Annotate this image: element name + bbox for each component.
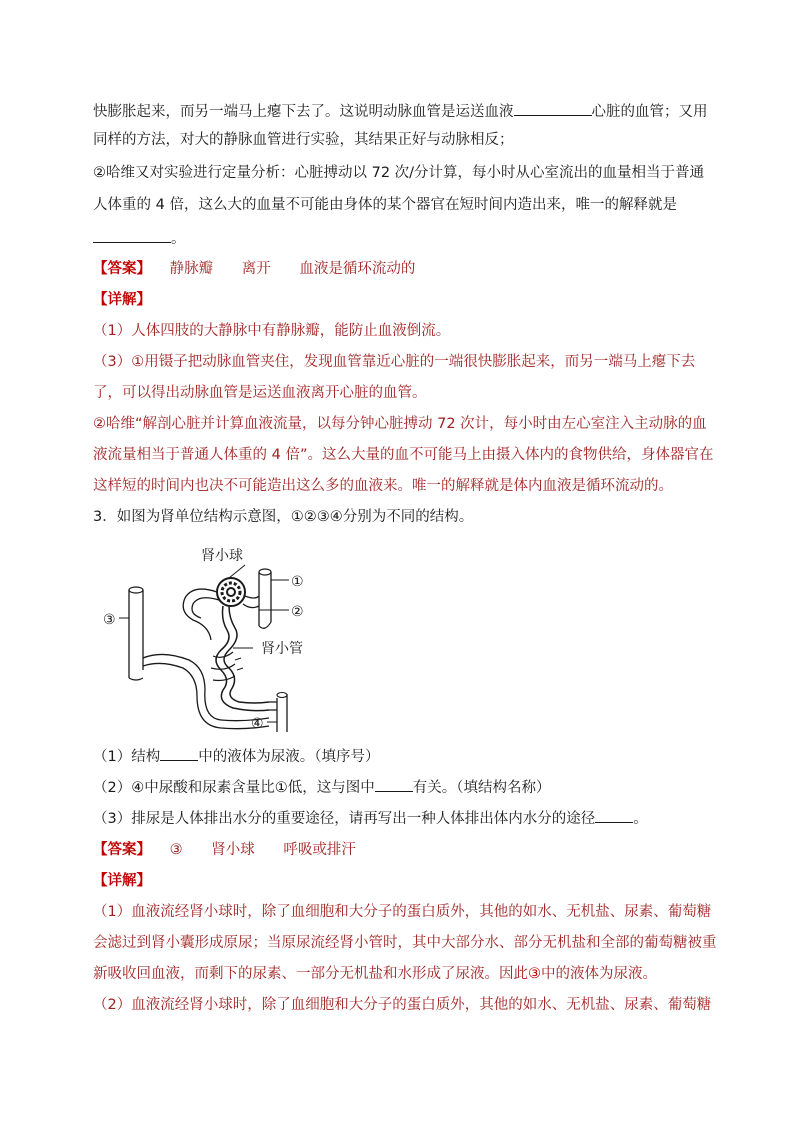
text-segment: （3） <box>93 354 132 370</box>
question-part <box>93 807 703 829</box>
detail-line: ②哈维“解剖心脏并计算血液流量，以每分钟心脏搏动 72 次计，每小时由左心室注入主动脉的血 <box>93 416 707 432</box>
answer-blank <box>375 776 413 792</box>
nephron-diagram <box>93 540 323 740</box>
detail-label: 【详解】 <box>93 292 151 308</box>
text-segment: 新吸收回血液，而剩下的尿素、一部分无机盐和水形成了尿液。因此 <box>93 966 528 982</box>
question-stem: 3．如图为肾单位结构示意图，①②③④分别为不同的结构。 <box>93 509 474 525</box>
detail-label-line <box>93 290 703 310</box>
answer-item: 离开 <box>241 261 271 277</box>
answer-item: ③ <box>169 842 183 858</box>
answer-blank <box>595 807 633 823</box>
answer-blank <box>160 745 198 761</box>
text-segment: （1）结构 <box>93 749 161 765</box>
artery-vessel <box>259 569 271 628</box>
renal-tubule <box>211 606 269 711</box>
capillary <box>192 598 219 618</box>
text-segment: 中的液体为尿液。 <box>541 966 657 982</box>
text-line <box>93 100 708 122</box>
glomerulus <box>217 578 259 608</box>
answer-label: 【答案】 <box>93 261 151 277</box>
text-line: 人体重的 4 倍，这么大的血量不可能由身体的某个器官在短时间内造出来，唯一的解释就是 <box>93 197 677 213</box>
detail-line: 会滤过到肾小囊形成原尿；当原尿流经肾小管时，其中大部分水、部分无机盐和全部的葡萄糖被重 <box>93 935 717 951</box>
marker-4: ④ <box>251 716 264 732</box>
detail-line: 了，可以得出动脉血管是运送血液离开心脏的血管。 <box>93 385 427 401</box>
answer-item: 血液是循环流动的 <box>299 261 416 277</box>
vein-vessel <box>129 587 143 680</box>
question-part <box>93 745 703 767</box>
answer-item: 静脉瓣 <box>169 261 214 277</box>
detail-label-line <box>93 871 703 891</box>
text-segment: 中的液体为尿液。（填序号） <box>198 749 380 765</box>
answer-blank <box>514 100 592 116</box>
detail-label: 【详解】 <box>93 873 151 889</box>
label-tubule: 肾小管 <box>261 641 303 657</box>
detail-line: （1）血液流经肾小球时，除了血细胞和大分子的蛋白质外，其他的如水、无机盐、尿素、葡萄糖 <box>93 904 712 920</box>
leader-line <box>229 565 245 578</box>
detail-line: （1）人体四肢的大静脉中有静脉瓣，能防止血液倒流。 <box>93 323 451 339</box>
answer-line <box>93 840 703 860</box>
text-segment: （2）④中尿酸和尿素含量比①低，这与图中 <box>93 780 375 796</box>
marker-1: ① <box>291 574 304 590</box>
answer-item: 呼吸或排汗 <box>283 842 356 858</box>
question-part <box>93 776 703 798</box>
collecting-duct <box>269 693 287 733</box>
answer-blank <box>93 227 171 243</box>
detail-line: 这样短的时间内也决不可能造出这么多的血液来。唯一的解释就是体内血液是循环流动的。 <box>93 478 673 494</box>
text-segment: 有关。（填结构名称） <box>412 780 551 796</box>
answer-label: 【答案】 <box>93 842 151 858</box>
text-segment: 快膨胀起来，而另一端马上瘪下去了。这说明动脉血管是运送血液 <box>93 104 514 120</box>
text-segment: 。 <box>633 811 648 827</box>
text-segment: ③ <box>528 966 541 982</box>
text-segment: ①用镊子把动脉血管夹住，发现血管靠近心脏的一端很快膨胀起来，而另一端马上瘪下去 <box>131 354 696 370</box>
text-line <box>93 227 703 249</box>
marker-3: ③ <box>103 612 116 628</box>
text-line: ②哈维又对实验进行定量分析：心脏搏动以 72 次/分计算，每小时从心室流出的血量相当于普通 <box>93 165 705 181</box>
capillary <box>183 589 217 640</box>
text-segment: 。 <box>171 231 186 247</box>
marker-2: ② <box>291 604 304 620</box>
text-segment: 心脏的血管；又用 <box>591 104 708 120</box>
detail-line <box>93 352 703 372</box>
text-line: 同样的方法，对大的静脉血管进行实验，其结果正好与动脉相反； <box>93 132 514 148</box>
detail-line: （2）血液流经肾小球时，除了血细胞和大分子的蛋白质外，其他的如水、无机盐、尿素、葡萄糖 <box>93 997 712 1013</box>
detail-line <box>93 964 703 984</box>
label-glomerulus: 肾小球 <box>201 548 243 564</box>
answer-item: 肾小球 <box>211 842 255 858</box>
answer-line <box>93 259 703 279</box>
text-segment: （3）排尿是人体排出水分的重要途径，请再写出一种人体排出体内水分的途径 <box>93 811 596 827</box>
detail-line: 液流量相当于普通人体重的 4 倍”。这么大量的血不可能马上由摄入体内的食物供给，身体器官在 <box>93 447 714 463</box>
